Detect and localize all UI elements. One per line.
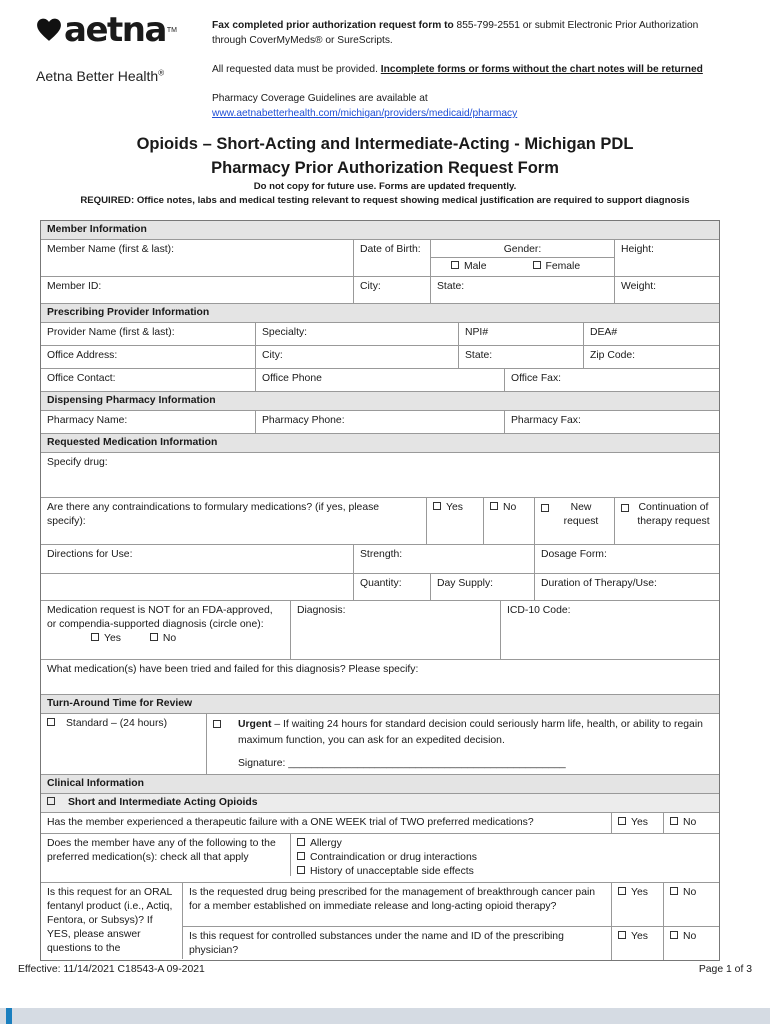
aetna-logo <box>36 12 206 84</box>
npi-field[interactable]: NPI# <box>459 323 584 345</box>
gender-field <box>431 240 615 276</box>
q3b-yes-checkbox[interactable] <box>618 931 626 939</box>
zip-field[interactable]: Zip Code: <box>590 350 636 361</box>
fda-question-text: Medication request is NOT for an FDA-approved, or compendia-supported diagnosis (circle one): <box>47 605 273 630</box>
turnaround-section-header: Turn-Around Time for Review <box>41 695 719 714</box>
required-docs-notice: REQUIRED: Office notes, labs and medical testing relevant to request showing medical justification are required to support diagnosis <box>80 195 690 206</box>
authorization-form <box>40 220 720 961</box>
standard-checkbox[interactable] <box>47 718 55 726</box>
pharmacy-fax-field[interactable]: Pharmacy Fax: <box>511 415 581 426</box>
dea-field[interactable]: DEA# <box>590 327 618 338</box>
weight-field[interactable]: Weight: <box>621 281 657 292</box>
fentanyl-subquestions <box>183 883 719 960</box>
provider-row-2 <box>41 346 719 369</box>
preferred-issues-row <box>41 834 719 883</box>
duration-field[interactable]: Duration of Therapy/Use: <box>541 578 657 589</box>
contraindication-checkbox[interactable] <box>297 852 305 860</box>
fda-yes-checkbox[interactable] <box>91 633 99 641</box>
side-effects-option[interactable]: History of unacceptable side effects <box>297 865 713 879</box>
male-option[interactable]: Male <box>437 260 523 274</box>
fda-question <box>41 601 291 659</box>
female-option[interactable]: Female <box>523 260 609 274</box>
q1-no-checkbox[interactable] <box>670 817 678 825</box>
q3a-yes-checkbox[interactable] <box>618 887 626 895</box>
q1-yes-checkbox[interactable] <box>618 817 626 825</box>
guidelines-link[interactable]: www.aetnabetterhealth.com/michigan/providers/medicaid/pharmacy <box>212 108 518 119</box>
q3a-yes-option[interactable]: Yes <box>612 883 664 926</box>
pharmacy-name-field[interactable]: Pharmacy Name: <box>41 411 256 433</box>
contraindication-row <box>41 498 719 545</box>
dosage-form-field[interactable]: Dosage Form: <box>541 549 607 560</box>
quantity-field[interactable]: Quantity: <box>354 574 431 600</box>
member-section-header: Member Information <box>41 221 719 240</box>
clinical-section-header: Clinical Information <box>41 775 719 794</box>
member-id-field[interactable]: Member ID: <box>41 277 354 303</box>
quantity-row <box>41 574 719 601</box>
specify-drug-field[interactable]: Specify drug: <box>47 457 108 468</box>
dob-field[interactable]: Date of Birth: <box>354 240 431 276</box>
provider-section-header: Prescribing Provider Information <box>41 304 719 323</box>
logo-trademark: TM <box>166 26 178 34</box>
allergy-option[interactable]: Allergy <box>297 837 713 851</box>
fda-no-checkbox[interactable] <box>150 633 158 641</box>
logo-wordmark: aetna <box>64 10 166 50</box>
member-row-1 <box>41 240 719 277</box>
pharmacy-row <box>41 411 719 434</box>
specialty-field[interactable]: Specialty: <box>256 323 459 345</box>
specify-drug-row <box>41 453 719 498</box>
provider-name-field[interactable]: Provider Name (first & last): <box>41 323 256 345</box>
side-effects-checkbox[interactable] <box>297 866 305 874</box>
q3b-no-option[interactable]: No <box>664 927 719 960</box>
office-fax-field[interactable]: Office Fax: <box>511 373 562 384</box>
page-number: Page 1 of 3 <box>698 964 752 975</box>
contraindication-option[interactable]: Contraindication or drug interactions <box>297 851 713 865</box>
logo-subtitle: Aetna Better Health® <box>36 68 165 84</box>
gender-label: Gender: <box>431 240 614 258</box>
preferred-issues-options <box>291 834 719 882</box>
signature-line[interactable]: Signature: ________________________________________________ <box>238 758 566 769</box>
effective-date: Effective: 11/14/2021 C18543-A 09-2021 <box>18 964 205 975</box>
oral-fentanyl-question: Is this request for an ORAL fentanyl product (i.e., Actiq, Fentora, or Subsys)? If YES, please answer questions to the <box>41 883 183 959</box>
therapeutic-failure-row <box>41 813 719 834</box>
contra-yes-option[interactable]: Yes <box>427 498 484 544</box>
diagnosis-row <box>41 601 719 660</box>
opioids-checkbox[interactable] <box>47 797 55 805</box>
q3a-no-option[interactable]: No <box>664 883 719 926</box>
preferred-issues-question: Does the member have any of the following to the preferred medication(s): check all that apply <box>41 834 291 876</box>
coverage-guidelines: Pharmacy Coverage Guidelines are available at www.aetnabetterhealth.com/michigan/providers/medicaid/pharmacy <box>212 93 518 119</box>
icd-code-field[interactable]: ICD-10 Code: <box>507 605 571 616</box>
scroll-marker[interactable] <box>6 1008 12 1024</box>
member-state-field[interactable]: State: <box>431 277 615 303</box>
directions-field[interactable]: Directions for Use: <box>41 545 354 573</box>
urgent-option[interactable]: Urgent – If waiting 24 hours for standard decision could seriously harm life, health, or ability to regain maximum function, you can ask for an expedited decision. Signature: ________________________________________________ <box>207 714 719 774</box>
q1-no-option[interactable]: No <box>664 813 719 833</box>
fax-instructions: Fax completed prior authorization request form to 855-799-2551 or submit Electronic Prior Authorization through CoverMyMeds® or SureScripts. <box>212 20 699 46</box>
provider-state-field[interactable]: State: <box>459 346 584 368</box>
female-checkbox[interactable] <box>533 261 541 269</box>
height-field[interactable]: Height: <box>621 244 654 255</box>
contra-no-option[interactable]: No <box>484 498 535 544</box>
male-checkbox[interactable] <box>451 261 459 269</box>
fentanyl-row <box>41 883 719 960</box>
q3a-no-checkbox[interactable] <box>670 887 678 895</box>
contra-no-checkbox[interactable] <box>490 502 498 510</box>
form-subtitle: Pharmacy Prior Authorization Request Form <box>211 159 559 177</box>
directions-row <box>41 545 719 574</box>
tried-failed-row <box>41 660 719 695</box>
fda-no-option[interactable]: No <box>150 633 176 644</box>
quantity-spacer <box>41 574 354 600</box>
member-name-field[interactable]: Member Name (first & last): <box>41 240 354 276</box>
allergy-checkbox[interactable] <box>297 838 305 846</box>
contraindication-question: Are there any contraindications to formulary medications? (if yes, please specify): <box>41 498 427 544</box>
strength-field[interactable]: Strength: <box>354 545 535 573</box>
contra-yes-checkbox[interactable] <box>433 502 441 510</box>
controlled-substance-question: Is this request for controlled substances under the name and ID of the prescribing physician? <box>183 927 612 960</box>
new-request-option[interactable]: New request <box>535 498 615 544</box>
fda-yes-option[interactable]: Yes <box>91 633 121 644</box>
q3b-no-checkbox[interactable] <box>670 931 678 939</box>
continuation-option[interactable]: Continuation of therapy request <box>615 498 719 544</box>
diagnosis-field[interactable]: Diagnosis: <box>291 601 501 659</box>
provider-row-3 <box>41 369 719 392</box>
medication-section-header: Requested Medication Information <box>41 434 719 453</box>
opioids-subheader: Short and Intermediate Acting Opioids <box>41 794 719 813</box>
turnaround-row <box>41 714 719 775</box>
breakthrough-pain-question: Is the requested drug being prescribed for the management of breakthrough cancer pain for a member established on immediate release and long-acting opioid therapy? <box>183 883 612 926</box>
urgent-checkbox[interactable] <box>213 720 221 728</box>
office-contact-field[interactable]: Office Contact: <box>41 369 256 391</box>
office-phone-field[interactable]: Office Phone <box>256 369 505 391</box>
member-row-2 <box>41 277 719 304</box>
provider-row-1 <box>41 323 719 346</box>
copy-notice: Do not copy for future use. Forms are updated frequently. <box>253 181 517 192</box>
therapeutic-failure-question: Has the member experienced a therapeutic failure with a ONE WEEK trial of TWO preferred medications? <box>41 813 612 833</box>
viewer-scrollbar[interactable] <box>0 1008 770 1024</box>
pharmacy-section-header: Dispensing Pharmacy Information <box>41 392 719 411</box>
q3b-yes-option[interactable]: Yes <box>612 927 664 960</box>
q1-yes-option[interactable]: Yes <box>612 813 664 833</box>
provider-city-field[interactable]: City: <box>256 346 459 368</box>
tried-failed-field[interactable]: What medication(s) have been tried and failed for this diagnosis? Please specify: <box>47 664 419 675</box>
office-address-field[interactable]: Office Address: <box>41 346 256 368</box>
required-notice: All requested data must be provided. Incomplete forms or forms without the chart notes will be returned <box>212 64 703 75</box>
member-city-field[interactable]: City: <box>354 277 431 303</box>
continuation-checkbox[interactable] <box>621 504 629 512</box>
pharmacy-phone-field[interactable]: Pharmacy Phone: <box>256 411 505 433</box>
new-request-checkbox[interactable] <box>541 504 549 512</box>
standard-option[interactable]: Standard – (24 hours) <box>41 714 207 774</box>
heart-icon <box>36 17 62 43</box>
form-title: Opioids – Short-Acting and Intermediate-Acting - Michigan PDL <box>136 135 634 153</box>
day-supply-field[interactable]: Day Supply: <box>431 574 535 600</box>
